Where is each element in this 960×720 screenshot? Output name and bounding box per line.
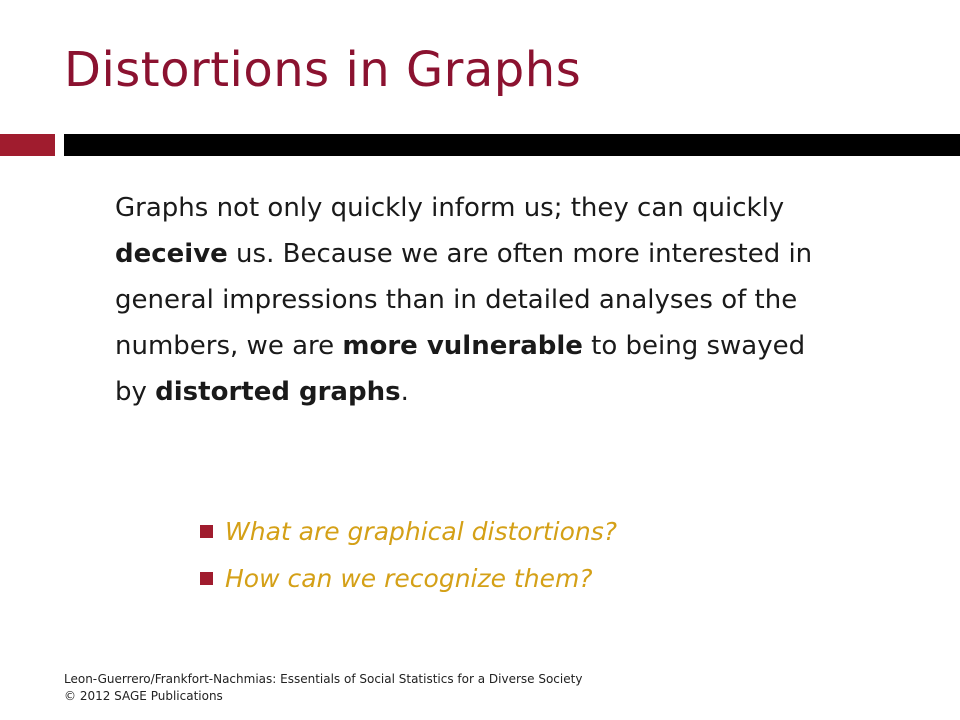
body-paragraph: [115, 185, 835, 415]
body-text-segment: us. Because we are often more interested in general impressions than in detailed analyses of the numbers, we are: [115, 239, 813, 361]
emphasis-distorted-graphs: distorted graphs: [155, 377, 401, 407]
body-text-segment: .: [400, 377, 409, 407]
slide-title: Distortions in Graphs: [64, 42, 582, 98]
question-list: [200, 508, 617, 602]
list-item: [200, 555, 617, 602]
footer-line: Leon-Guerrero/Frankfort-Nachmias: Essentials of Social Statistics for a Diverse Society: [64, 672, 583, 686]
footer-copyright: © 2012 SAGE Publications: [64, 689, 223, 703]
title-accent-bar: [0, 134, 55, 156]
list-item-text: What are graphical distortions?: [225, 517, 618, 546]
body-text-segment: to being swayed by: [115, 331, 806, 407]
square-bullet-icon: [200, 525, 213, 538]
footer-citation: [64, 671, 582, 705]
list-item-text: How can we recognize them?: [225, 564, 593, 593]
body-text-segment: Graphs not only quickly inform us; they can quickly: [115, 193, 785, 223]
list-item: [200, 508, 617, 555]
title-divider-bar: [64, 134, 960, 156]
square-bullet-icon: [200, 572, 213, 585]
emphasis-more-vulnerable: more vulnerable: [342, 331, 583, 361]
emphasis-deceive: deceive: [115, 239, 228, 269]
